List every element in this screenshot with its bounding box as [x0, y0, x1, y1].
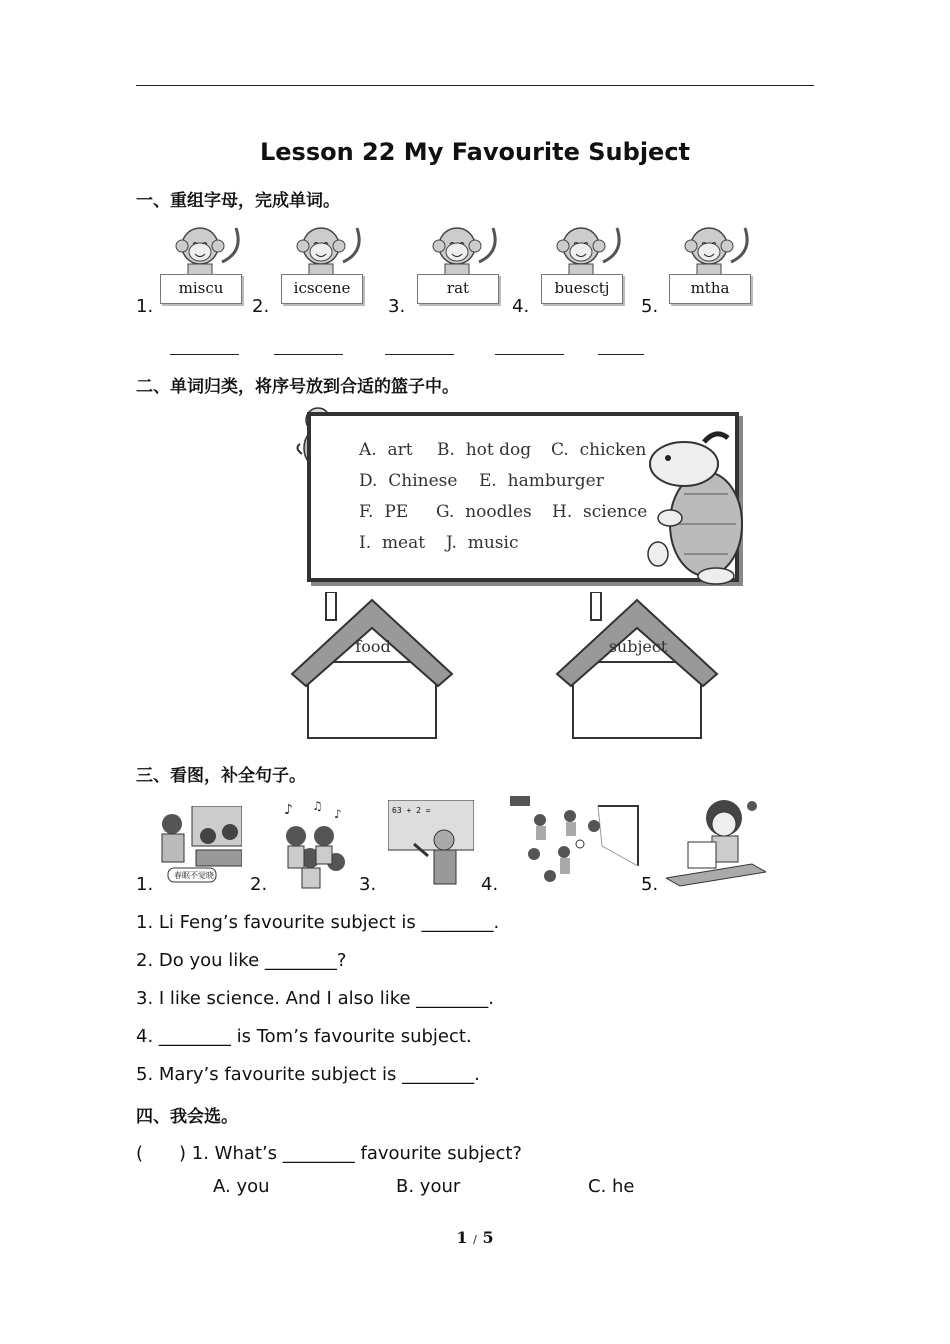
monkey-icon [160, 222, 250, 282]
house-icon [553, 592, 723, 742]
s3-num-1: 1. [136, 874, 154, 895]
monkey-card-4 [541, 222, 631, 310]
s1-num-5: 5. [641, 296, 659, 317]
s3-num-2: 2. [250, 874, 268, 895]
board-item-d: D. Chinese [359, 471, 458, 491]
section2-heading: 二、单词归类，将序号放到合适的篮子中。 [136, 377, 459, 397]
pic1-caption: 春眠不觉晓 [174, 871, 214, 880]
monkey-card-1 [160, 222, 250, 310]
board-item-a: A. art [359, 440, 413, 460]
monkey-card-2 [281, 222, 371, 310]
s1-num-2: 2. [252, 296, 270, 317]
option-b[interactable]: B. your [396, 1176, 461, 1197]
picture-pe-icon [510, 796, 640, 888]
page-number [0, 1228, 950, 1247]
answer-blank-5[interactable] [598, 354, 644, 355]
monkey-sign-2: icscene [281, 274, 363, 304]
monkey-card-3 [417, 222, 507, 310]
board-item-c: C. chicken [551, 440, 647, 460]
svg-text:♪: ♪ [334, 807, 342, 821]
page-total: 5 [482, 1228, 494, 1247]
sentence-3: 3. I like science. And I also like ________. [136, 988, 495, 1009]
basket-food [288, 592, 458, 742]
picture-music-icon [276, 800, 350, 892]
basket-food-label: food [355, 637, 391, 656]
s3-num-4: 4. [481, 874, 499, 895]
monkey-sign-4: buesctj [541, 274, 623, 304]
answer-blank-2[interactable] [274, 354, 343, 355]
basket-subject-label: subject [608, 637, 668, 656]
section3-heading: 三、看图，补全句子。 [136, 766, 306, 786]
monkey-icon [541, 222, 631, 282]
sentence-4: 4. ________ is Tom’s favourite subject. [136, 1026, 472, 1047]
board-item-g: G. noodles [436, 502, 532, 522]
picture-maths-class [388, 800, 474, 886]
s1-num-4: 4. [512, 296, 530, 317]
page-title: Lesson 22 My Favourite Subject [259, 138, 691, 166]
svg-text:♪: ♪ [284, 802, 293, 818]
option-c[interactable]: C. he [588, 1176, 635, 1197]
board-item-h: H. science [552, 502, 648, 522]
house-icon [288, 592, 458, 742]
monkey-icon [281, 222, 371, 282]
monkey-sign-5: mtha [669, 274, 751, 304]
section1-heading: 一、重组字母，完成单词。 [136, 191, 340, 211]
answer-blank-4[interactable] [495, 354, 564, 355]
picture-reading-icon [666, 794, 766, 888]
sentence-1: 1. Li Feng’s favourite subject is ________. [136, 912, 500, 933]
monkey-sign-1: miscu [160, 274, 242, 304]
question-1: ( ) 1. What’s ________ favourite subject? [136, 1143, 522, 1164]
monkey-card-5 [669, 222, 759, 310]
page-sep: / [473, 1233, 477, 1246]
s1-num-1: 1. [136, 296, 154, 317]
board-item-e: E. hamburger [479, 471, 604, 491]
sentence-2: 2. Do you like ________? [136, 950, 347, 971]
section4-heading: 四、我会选。 [136, 1107, 238, 1127]
page-current: 1 [456, 1228, 468, 1247]
turtle-icon [644, 424, 750, 588]
board-item-f: F. PE [359, 502, 409, 522]
svg-text:♫: ♫ [312, 800, 323, 813]
board-item-b: B. hot dog [437, 440, 532, 460]
answer-blank-1[interactable] [170, 354, 239, 355]
option-a[interactable]: A. you [213, 1176, 270, 1197]
s1-num-3: 3. [388, 296, 406, 317]
monkey-sign-3: rat [417, 274, 499, 304]
picture-chinese-class [156, 806, 242, 890]
board-item-i: I. meat [359, 533, 426, 553]
board-item-j: J. music [446, 533, 519, 553]
s3-num-3: 3. [359, 874, 377, 895]
monkey-icon [417, 222, 507, 282]
s3-num-5: 5. [641, 874, 659, 895]
basket-subject [553, 592, 723, 742]
monkey-icon [669, 222, 759, 282]
pic3-board-text: 63 + 2 = [392, 806, 431, 815]
sentence-5: 5. Mary’s favourite subject is ________. [136, 1064, 480, 1085]
answer-blank-3[interactable] [385, 354, 454, 355]
header-rule [136, 85, 814, 86]
